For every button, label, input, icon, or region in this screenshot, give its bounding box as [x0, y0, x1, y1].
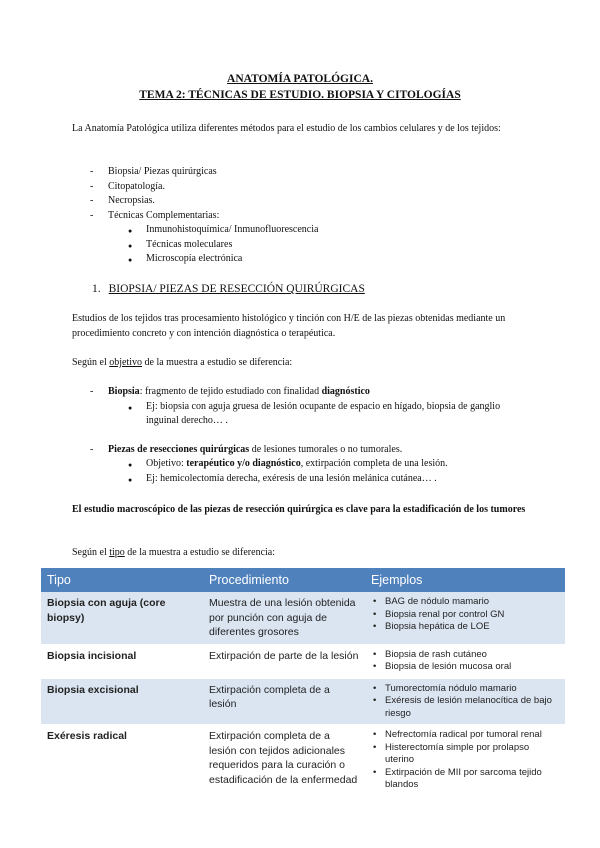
intro-paragraph: La Anatomía Patológica utiliza diferentes métodos para el estudio de los cambios celulares y de los tejidos: [72, 123, 501, 134]
list-item: • BAG de nódulo mamario [371, 596, 559, 609]
table-cell-procedimiento: Extirpación completa de a lesión [203, 678, 365, 725]
text-fragment: diagnóstico [321, 386, 370, 397]
list-item: - Necropsias. [90, 194, 318, 209]
table-cell-tipo: Biopsia excisional [41, 678, 203, 725]
text-fragment: de la muestra a estudio se diferencia: [142, 357, 293, 368]
text-fragment: terapéutico y/o diagnóstico [186, 458, 301, 469]
list-item: • Biopsia de lesión mucosa oral [371, 661, 559, 674]
list-item: ● Microscopía electrónica [128, 252, 318, 267]
text-fragment: : fragmento de tejido estudiado con finalidad [139, 386, 322, 397]
list-item: ● Técnicas moleculares [128, 238, 318, 253]
table-cell-procedimiento: Muestra de una lesión obtenida por punción con aguja de diferentes grosores [203, 592, 365, 644]
table-cell-ejemplos [365, 592, 565, 644]
document-title: ANATOMÍA PATOLÓGICA. [227, 73, 373, 85]
list-item [90, 443, 510, 487]
column-header: Tipo [41, 568, 203, 592]
text-fragment: Objetivo: [146, 458, 187, 469]
table-row [41, 725, 565, 797]
objetivo-intro [72, 355, 527, 370]
column-header: Procedimiento [203, 568, 365, 592]
biopsia-examples [128, 400, 510, 429]
list-item [90, 209, 318, 267]
list-item: • Biopsia de rash cutáneo [371, 649, 559, 662]
bold-note: El estudio macroscópico de las piezas de resección quirúrgica es clave para la estadificación de los tumores [72, 504, 526, 515]
list-item: ● Ej: hemicolectomía derecha, exéresis de una lesión melánica cutánea… . [128, 472, 510, 487]
piezas-details [128, 457, 510, 486]
section-title: BIOPSIA/ PIEZAS DE RESECCIÓN QUIRÚRGICAS [108, 283, 365, 295]
table-cell-tipo: Exéresis radical [41, 725, 203, 797]
piezas-term: Piezas de resecciones quirúrgicas [108, 443, 250, 455]
table-cell-tipo: Biopsia incisional [41, 644, 203, 678]
section-number: 1. [92, 283, 101, 295]
list-item: ● Ej: biopsia con aguja gruesa de lesión ocupante de espacio en hígado, biopsia de ganglio inguinal derecho… . [128, 400, 510, 429]
text-fragment: de lesiones tumorales o no tumorales. [249, 443, 403, 455]
section-paragraph: Estudios de los tejidos tras procesamiento histológico y tinción con H/E de las piezas obtenidas mediante un procedimiento concreto y con intención diagnóstica o terapéutica. [72, 313, 506, 339]
complementary-techniques-list [128, 223, 318, 267]
list-item: • Biopsia hepática de LOE [371, 621, 559, 634]
list-item: • Extirpación de MII por sarcoma tejido blandos [371, 767, 559, 792]
objetivo-list [90, 385, 510, 486]
table-cell-procedimiento: Extirpación de parte de la lesión [203, 644, 365, 678]
tipo-intro [72, 545, 527, 560]
tipo-word: tipo [109, 547, 125, 558]
list-item: - Citopatología. [90, 180, 318, 195]
table-cell-ejemplos [365, 644, 565, 678]
table-cell-ejemplos [365, 678, 565, 725]
table-cell-tipo: Biopsia con aguja (core biopsy) [41, 592, 203, 644]
objetivo-word: objetivo [109, 357, 142, 368]
list-item: • Exéresis de lesión melanocítica de bajo riesgo [371, 695, 559, 720]
text-fragment: , extirpación completa de una lesión. [300, 458, 448, 469]
list-item [128, 457, 510, 472]
list-item-label: Técnicas Complementarias: [108, 209, 220, 221]
document-subtitle: TEMA 2: TÉCNICAS DE ESTUDIO. BIOPSIA Y CITOLOGÍAS [139, 89, 461, 101]
text-fragment: Según el [72, 547, 110, 558]
list-item: • Nefrectomía radical por tumoral renal [371, 729, 559, 742]
table-cell-ejemplos [365, 725, 565, 797]
table-row [41, 644, 565, 678]
table-cell-procedimiento: Extirpación completa de a lesión con tejidos adicionales requeridos para la curación o estadificación de la enfermedad [203, 725, 365, 797]
list-item: - Biopsia/ Piezas quirúrgicas [90, 165, 318, 180]
column-header: Ejemplos [365, 568, 565, 592]
biopsia-term: Biopsia [108, 386, 140, 397]
list-item [90, 385, 510, 429]
list-item: • Histerectomía simple por prolapso uterino [371, 742, 559, 767]
text-fragment: Según el [72, 357, 110, 368]
biopsy-types-table [41, 568, 565, 797]
list-item: ● Inmunohistoquímica/ Inmunofluorescencia [128, 223, 318, 238]
table-header-row [41, 568, 565, 592]
table-row [41, 678, 565, 725]
table-row [41, 592, 565, 644]
section-heading [92, 281, 365, 298]
intro-method-list [90, 165, 318, 267]
list-item: • Biopsia renal por control GN [371, 609, 559, 622]
list-item: • Tumorectomía nódulo mamario [371, 683, 559, 696]
text-fragment: de la muestra a estudio se diferencia: [124, 547, 275, 558]
